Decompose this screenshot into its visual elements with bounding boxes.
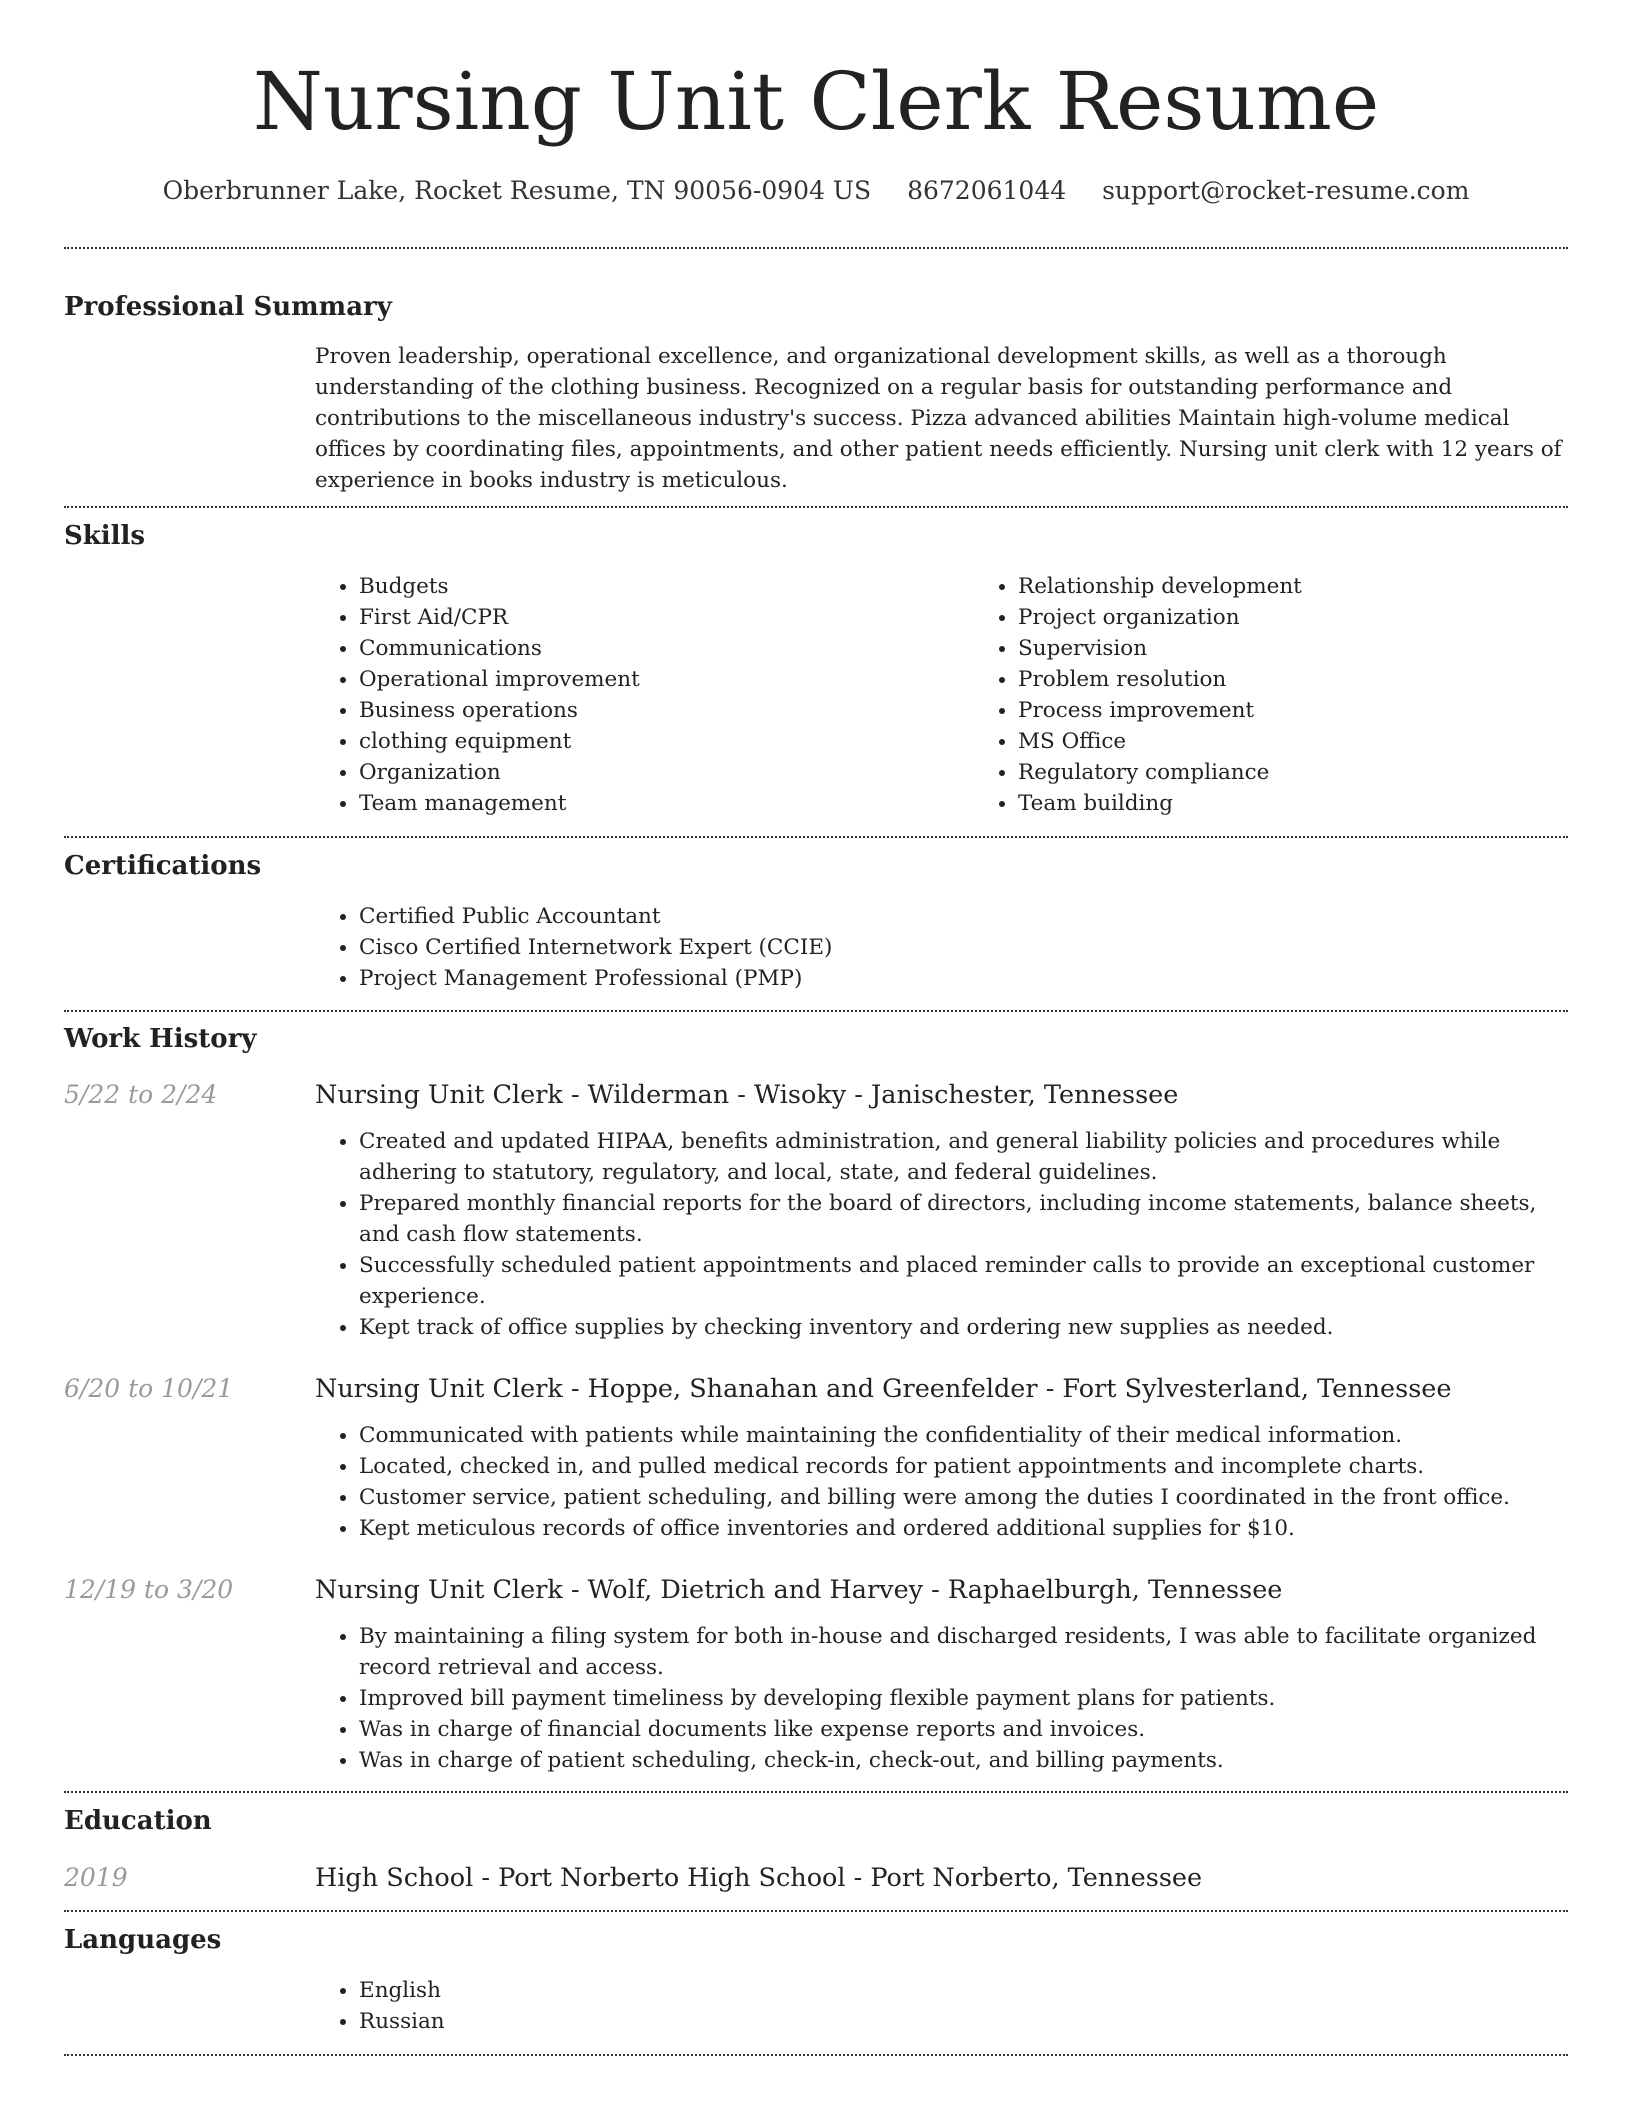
certifications-section	[64, 849, 1568, 994]
certifications-body	[315, 901, 1568, 994]
languages-row	[64, 1975, 1568, 2037]
skill-item: • Project organization	[1018, 602, 1632, 633]
languages-left-spacer	[64, 1975, 315, 2037]
language-item: • Russian	[359, 2006, 1568, 2037]
skill-item: • Process improvement	[1018, 695, 1632, 726]
education-year: 2019	[64, 1863, 128, 1892]
skill-item: • Operational improvement	[359, 664, 974, 695]
certifications-list	[315, 901, 1568, 994]
job-title: Nursing Unit Clerk - Hoppe, Shanahan and Greenfelder - Fort Sylvesterland, Tennessee	[315, 1374, 1452, 1404]
skill-item: • Organization	[359, 757, 974, 788]
job-bullets	[315, 1420, 1568, 1544]
skill-item: • Budgets	[359, 571, 974, 602]
certification-item: • Cisco Certified Internetwork Expert (CCIE)	[359, 932, 1568, 963]
education-section	[64, 1804, 1568, 1895]
job-bullets	[315, 1126, 1568, 1343]
job-bullet: • Located, checked in, and pulled medical records for patient appointments and incomplete charts.	[359, 1451, 1568, 1482]
summary-left-spacer	[64, 341, 315, 496]
skills-grid	[315, 571, 1568, 819]
summary-row	[64, 341, 1568, 496]
resume-title: Nursing Unit Clerk Resume	[252, 55, 1380, 148]
job-bullet: • Kept track of office supplies by checking inventory and ordering new supplies as needed.	[359, 1312, 1568, 1343]
job-body	[315, 1372, 1568, 1544]
summary-body	[315, 341, 1568, 496]
skill-item: • Team building	[1018, 788, 1632, 819]
job-dates-col	[64, 1078, 315, 1343]
skills-heading: Skills	[64, 521, 146, 551]
education-heading: Education	[64, 1806, 212, 1836]
job-bullet: • Improved bill payment timeliness by developing flexible payment plans for patients.	[359, 1683, 1568, 1714]
education-year-col	[64, 1861, 315, 1895]
summary-text: Proven leadership, operational excellence, and organizational development skills, as well as a thorough understanding of the clothing business. Recognized on a regular basis for outstanding performance and contributions to the miscellaneous industry's success. Pizza advanced abilities Maintain high-volume medical offices by coordinating files, appointments, and other patient needs efficiently. Nursing unit clerk with 12 years of experience in books industry is meticulous.	[315, 344, 1562, 493]
contact-email: support@rocket-resume.com	[1102, 176, 1470, 205]
languages-section	[64, 1923, 1568, 2037]
skill-item: • Supervision	[1018, 633, 1632, 664]
education-divider	[64, 1910, 1568, 1912]
job-bullet: • Kept meticulous records of office inventories and ordered additional supplies for $10.	[359, 1513, 1568, 1544]
job-bullets	[315, 1621, 1568, 1776]
skill-item: • MS Office	[1018, 726, 1632, 757]
job-dates-col	[64, 1573, 315, 1776]
certifications-heading: Certifications	[64, 851, 262, 881]
summary-section	[64, 290, 1568, 496]
job-body	[315, 1078, 1568, 1343]
job-bullet: • Was in charge of patient scheduling, check-in, check-out, and billing payments.	[359, 1745, 1568, 1776]
summary-heading: Professional Summary	[64, 292, 392, 322]
job-bullet: • By maintaining a filing system for both in-house and discharged residents, I was able to facilitate organized record retrieval and access.	[359, 1621, 1568, 1683]
skills-section	[64, 519, 1568, 819]
education-body	[315, 1861, 1568, 1895]
skill-item: • First Aid/CPR	[359, 602, 974, 633]
languages-list	[315, 1975, 1568, 2037]
contact-phone: 8672061044	[907, 176, 1067, 205]
job-entry	[64, 1573, 1568, 1776]
languages-body	[315, 1975, 1568, 2037]
work-history-section	[64, 1022, 1568, 1776]
job-dates: 6/20 to 10/21	[64, 1374, 234, 1403]
certifications-row	[64, 901, 1568, 994]
job-bullet: • Customer service, patient scheduling, and billing were among the duties I coordinated in the front office.	[359, 1482, 1568, 1513]
skill-item: • Regulatory compliance	[1018, 757, 1632, 788]
skill-item: • Communications	[359, 633, 974, 664]
job-title: Nursing Unit Clerk - Wolf, Dietrich and Harvey - Raphaelburgh, Tennessee	[315, 1575, 1283, 1605]
job-entry	[64, 1078, 1568, 1343]
contact-line	[64, 174, 1568, 208]
skill-item: • Business operations	[359, 695, 974, 726]
work-history-divider	[64, 1791, 1568, 1793]
skills-column-2	[974, 571, 1632, 819]
skill-item: • Problem resolution	[1018, 664, 1632, 695]
summary-divider	[64, 506, 1568, 508]
job-dates-col	[64, 1372, 315, 1544]
certifications-divider	[64, 1010, 1568, 1012]
skills-divider	[64, 836, 1568, 838]
job-bullet: • Created and updated HIPAA, benefits administration, and general liability policies and procedures while adhering to statutory, regulatory, and local, state, and federal guidelines.	[359, 1126, 1568, 1188]
certification-item: • Certified Public Accountant	[359, 901, 1568, 932]
header-divider	[64, 247, 1568, 249]
skills-left-spacer	[64, 571, 315, 819]
language-item: • English	[359, 1975, 1568, 2006]
skill-item: • Relationship development	[1018, 571, 1632, 602]
education-entry	[64, 1861, 1568, 1895]
skill-item: • clothing equipment	[359, 726, 974, 757]
skills-column-1	[315, 571, 974, 819]
skill-item: • Team management	[359, 788, 974, 819]
job-dates: 5/22 to 2/24	[64, 1080, 218, 1109]
job-bullet: • Successfully scheduled patient appointments and placed reminder calls to provide an exceptional customer experience.	[359, 1250, 1568, 1312]
skills-row	[64, 571, 1568, 819]
certifications-left-spacer	[64, 901, 315, 994]
work-history-heading: Work History	[64, 1024, 257, 1054]
job-dates: 12/19 to 3/20	[64, 1575, 234, 1604]
education-entry-text: High School - Port Norberto High School - Port Norberto, Tennessee	[315, 1863, 1203, 1893]
job-entry	[64, 1372, 1568, 1544]
job-bullet: • Was in charge of financial documents like expense reports and invoices.	[359, 1714, 1568, 1745]
footer-divider	[64, 2054, 1568, 2056]
contact-address: Oberbrunner Lake, Rocket Resume, TN 90056-0904 US	[162, 176, 872, 205]
certification-item: • Project Management Professional (PMP)	[359, 963, 1568, 994]
job-title: Nursing Unit Clerk - Wilderman - Wisoky - Janischester, Tennessee	[315, 1080, 1179, 1110]
job-body	[315, 1573, 1568, 1776]
job-bullet: • Communicated with patients while maintaining the confidentiality of their medical information.	[359, 1420, 1568, 1451]
job-bullet: • Prepared monthly financial reports for the board of directors, including income statements, balance sheets, and cash flow statements.	[359, 1188, 1568, 1250]
languages-heading: Languages	[64, 1925, 222, 1955]
